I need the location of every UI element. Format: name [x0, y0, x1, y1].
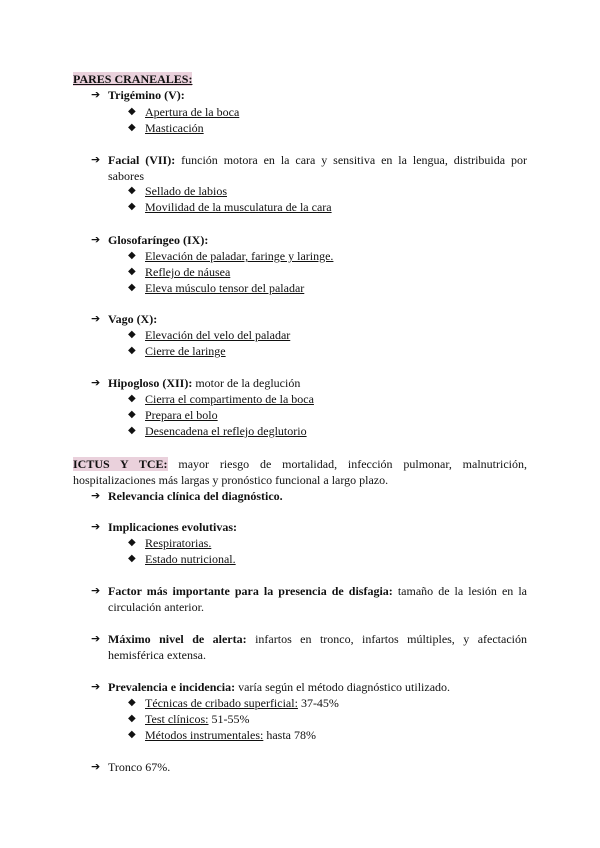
list-item: Estado nutricional. [145, 552, 236, 566]
tronco-line: Tronco 67%. [108, 760, 171, 774]
hipogloso-title: Hipogloso (XII): motor de la deglución [108, 376, 301, 390]
arrow-icon: ➔ [91, 520, 101, 533]
list-item: Elevación de paladar, faringe y laringe. [145, 249, 334, 263]
list-item: Prepara el bolo [145, 408, 218, 422]
facial-paragraph: Facial (VII): función motora en la cara y sensitiva en la lengua, distribuida por sabores [108, 153, 527, 183]
list-item: Respiratorias. [145, 536, 212, 550]
pares-heading: PARES CRANEALES: [73, 72, 193, 86]
list-item: Cierra el compartimento de la boca [145, 392, 314, 406]
diamond-bullet-icon: ◆ [128, 345, 136, 356]
arrow-icon: ➔ [91, 680, 101, 693]
list-item: Métodos instrumentales: hasta 78% [145, 728, 316, 742]
arrow-icon: ➔ [91, 233, 101, 246]
diamond-bullet-icon: ◆ [128, 250, 136, 261]
diamond-bullet-icon: ◆ [128, 106, 136, 117]
list-item: Técnicas de cribado superficial: 37-45% [145, 696, 339, 710]
prevalencia-line: Prevalencia e incidencia: varía según el método diagnóstico utilizado. [108, 680, 451, 694]
diamond-bullet-icon: ◆ [128, 201, 136, 212]
arrow-icon: ➔ [91, 760, 101, 773]
vago-title: Vago (X): [108, 312, 158, 326]
diamond-bullet-icon: ◆ [128, 282, 136, 293]
arrow-icon: ➔ [91, 632, 101, 645]
list-item: Eleva músculo tensor del paladar [145, 281, 305, 295]
diamond-bullet-icon: ◆ [128, 729, 136, 740]
list-item: Test clínicos: 51-55% [145, 712, 250, 726]
diamond-bullet-icon: ◆ [128, 425, 136, 436]
ictus-paragraph: ICTUS Y TCE: mayor riesgo de mortalidad, infección pulmonar, malnutrición, hospitalizaciones más largas y pronóstico funcional a largo plazo. [73, 457, 527, 487]
arrow-icon: ➔ [91, 312, 101, 325]
list-item: Apertura de la boca [145, 105, 240, 119]
diamond-bullet-icon: ◆ [128, 697, 136, 708]
diamond-bullet-icon: ◆ [128, 713, 136, 724]
arrow-icon: ➔ [91, 88, 101, 101]
arrow-icon: ➔ [91, 584, 101, 597]
trigemino-title: Trigémino (V): [108, 88, 185, 102]
implicaciones-title: Implicaciones evolutivas: [108, 520, 237, 534]
maximo-paragraph: Máximo nivel de alerta: infartos en tronco, infartos múltiples, y afectación hemisférica extensa. [108, 632, 527, 662]
diamond-bullet-icon: ◆ [128, 329, 136, 340]
list-item: Cierre de laringe [145, 344, 226, 358]
arrow-icon: ➔ [91, 153, 101, 166]
list-item: Movilidad de la musculatura de la cara [145, 200, 332, 214]
diamond-bullet-icon: ◆ [128, 122, 136, 133]
list-item: Reflejo de náusea [145, 265, 231, 279]
diamond-bullet-icon: ◆ [128, 185, 136, 196]
diamond-bullet-icon: ◆ [128, 409, 136, 420]
arrow-icon: ➔ [91, 376, 101, 389]
diamond-bullet-icon: ◆ [128, 266, 136, 277]
list-item: Sellado de labios [145, 184, 227, 198]
section-heading-pares [73, 71, 192, 87]
diamond-bullet-icon: ◆ [128, 553, 136, 564]
gloso-title: Glosofaríngeo (IX): [108, 233, 209, 247]
list-item: Elevación del velo del paladar [145, 328, 291, 342]
diamond-bullet-icon: ◆ [128, 393, 136, 404]
ictus-heading: ICTUS Y TCE: [73, 457, 168, 471]
diamond-bullet-icon: ◆ [128, 537, 136, 548]
arrow-icon: ➔ [91, 489, 101, 502]
factor-paragraph: Factor más importante para la presencia de disfagia: tamaño de la lesión en la circulación anterior. [108, 584, 527, 614]
relevancia-line: Relevancia clínica del diagnóstico. [108, 489, 283, 503]
list-item: Desencadena el reflejo deglutorio [145, 424, 307, 438]
list-item: Masticación [145, 121, 204, 135]
